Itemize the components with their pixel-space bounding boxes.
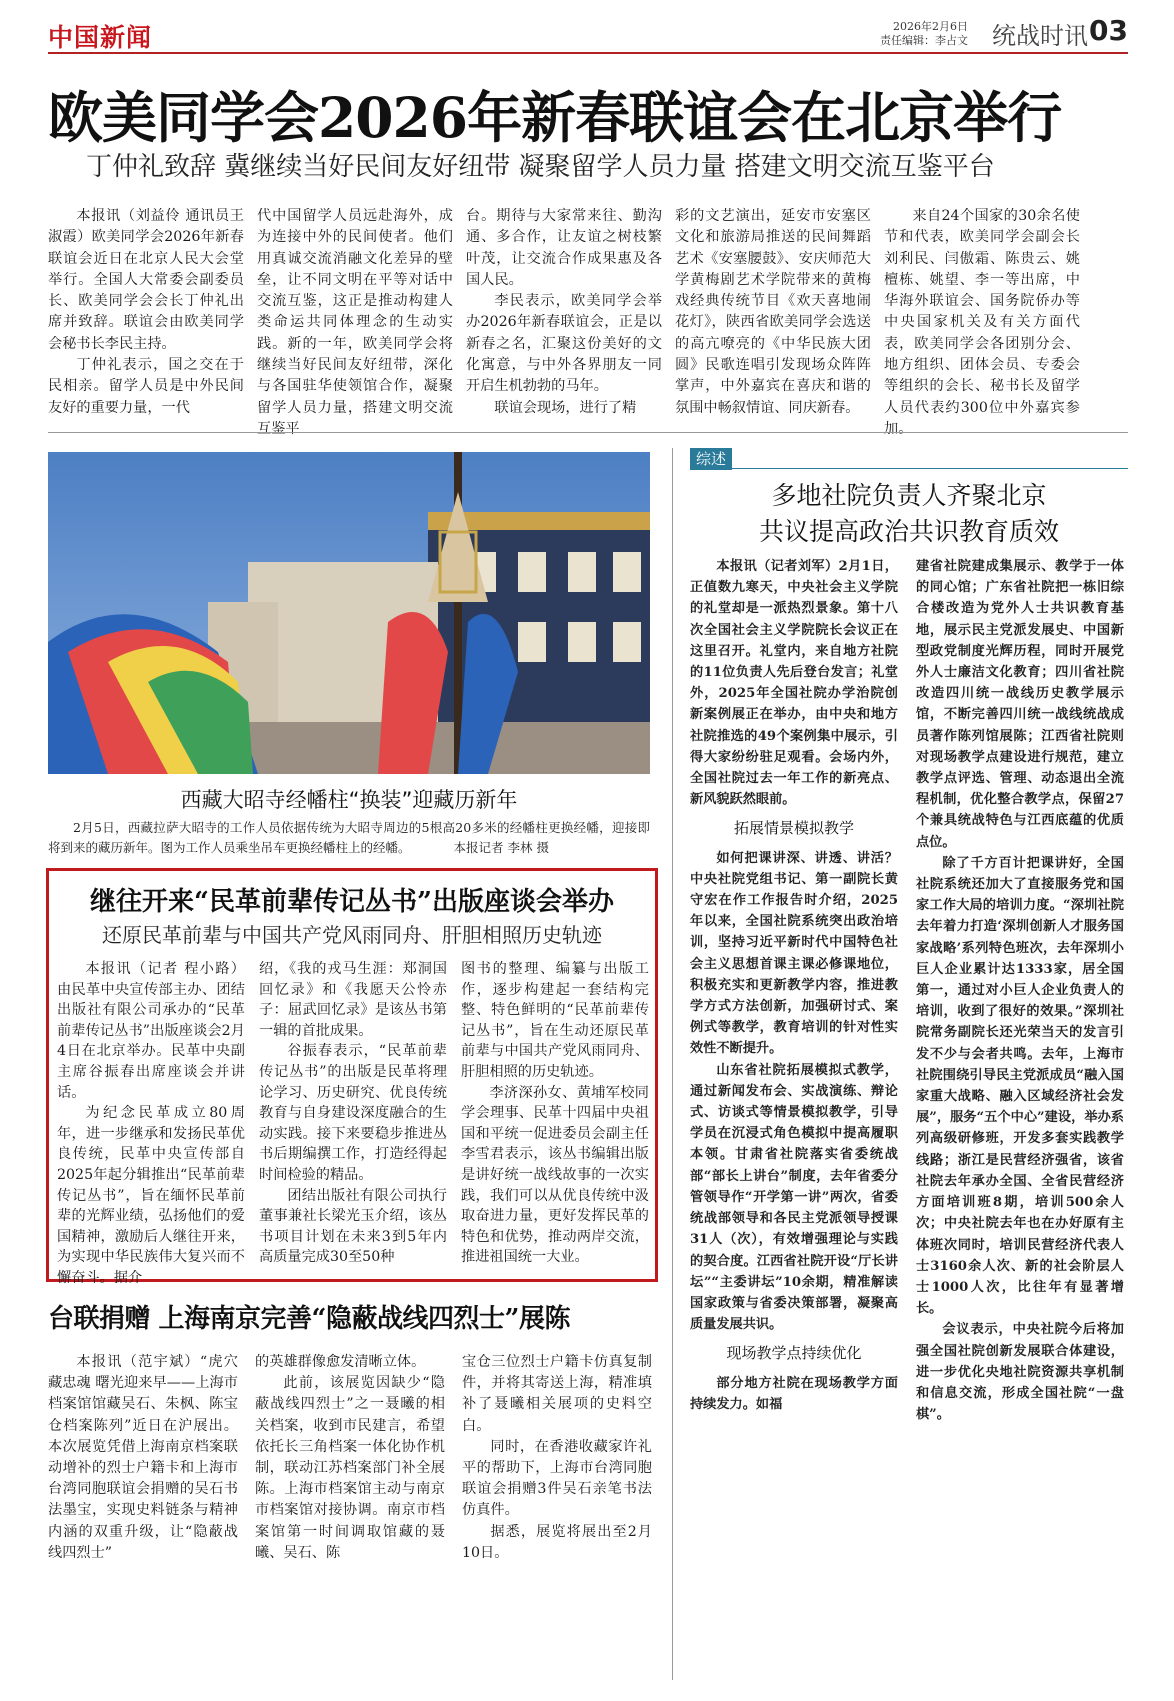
- lead-headline: 欧美同学会2026年新春联谊会在北京举行: [48, 85, 1062, 150]
- review-headline-line-2: 共议提高政治共识教育质效: [758, 517, 1059, 546]
- taiwan-headline: 台联捐赠 上海南京完善“隐蔽战线四烈士”展陈: [48, 1304, 570, 1334]
- news-photo: [48, 452, 650, 774]
- lead-column-2: [257, 206, 453, 437]
- paragraph: 团结出版社有限公司执行董事兼社长梁光玉介绍，该丛书项目计划在未来3到5年内高质量完成30至50种: [259, 1187, 447, 1266]
- paragraph: 台。期待与大家常来往、勤沟通、多合作，让友谊之树枝繁叶茂，让交流合作成果惠及各国人民。: [466, 208, 662, 288]
- paragraph: 如何把课讲深、讲透、讲活？中央社院党组书记、第一副院长黄守宏在作工作报告时介绍，2025年以来，全国社院系统突出政治培训，坚持习近平新时代中国特色社会主义思想首课主课必修课地位，积极充实和更新教学内容，推进教学方式方法创新，加强研讨式、案例式等教学，教育培训的针对性实效性不断提升。: [690, 850, 898, 1057]
- boxed-column-3: [461, 959, 649, 1269]
- paragraph: 会议表示，中央社院今后将加强全国社院创新发展联合体建设，进一步优化央地社院资源共享机制和信息交流，形成全国社院“一盘棋”。: [916, 1322, 1124, 1423]
- paragraph: 李民表示，欧美同学会举办2026年新春联谊会，正是以新春之名，汇聚这份美好的文化寓意，与中外各界朋友一同开启生机勃勃的马年。: [466, 293, 662, 395]
- review-tag-rule: [690, 468, 1128, 469]
- paragraph: 彩的文艺演出，延安市安塞区文化和旅游局推送的民间舞蹈艺术《安塞腰鼓》、安庆师范大学黄梅剧艺术学院带来的黄梅戏经典传统节目《欢天喜地闹花灯》，陕西省欧美同学会选送的高亢嘹亮的《中华民族大团圆》民歌连唱引发现场众阵阵掌声，中外嘉宾在喜庆和谐的氛围中畅叙情谊、同庆新春。: [675, 208, 871, 416]
- issue-date: 2026年2月6日: [893, 20, 968, 33]
- lead-column-5: [884, 206, 1080, 437]
- boxed-body: [57, 959, 649, 1286]
- section-name: 统战时讯: [992, 22, 1088, 50]
- review-body: [690, 556, 1128, 1678]
- lead-body: [48, 206, 1128, 437]
- prayer-flag-pole-photo: [48, 452, 650, 774]
- taiwan-column-1: [48, 1352, 238, 1678]
- paragraph: 宝仓三位烈士户籍卡仿真复制件，并将其寄送上海，精准填补了聂曦相关展项的史料空白。: [462, 1354, 652, 1434]
- paragraph: 谷振春表示，“民革前辈传记丛书”的出版是民革将理论学习、历史研究、优良传统教育与自身建设深度融合的生动实践。接下来要稳步推进丛书后期编撰工作，打造经得起时间检验的精品。: [259, 1043, 447, 1183]
- boxed-subheadline: 还原民革前辈与中国共产党风雨同舟、肝胆相照历史轨迹: [102, 923, 602, 947]
- taiwan-body: [48, 1352, 652, 1678]
- column-divider: [672, 448, 673, 1680]
- photo-caption-text: 2月5日，西藏拉萨大昭寺的工作人员依据传统为大昭寺周边的5根高20多米的经幡柱更换经幡，迎接即将到来的藏历新年。图为工作人员乘坐吊车更换经幡柱上的经幡。: [48, 820, 650, 855]
- review-subhead-2: 现场教学点持续优化: [726, 1344, 862, 1363]
- review-tag: 综述: [690, 448, 732, 470]
- paragraph: 本报讯（范宇斌）“虎穴藏忠魂 曙光迎来早——上海市档案馆馆藏吴石、朱枫、陈宝仓档案陈列”近日在沪展出。本次展览凭借上海南京档案联动增补的烈士户籍卡和上海市台湾同胞联谊会捐赠的吴石书法墨宝，实现史料链条与精神内涵的双重升级，让“隐蔽战线四烈士”: [48, 1354, 238, 1561]
- lead-column-1: [48, 206, 244, 420]
- paragraph: 本报讯（记者刘军）2月1日，正值数九寒天，中央社会主义学院的礼堂却是一派热烈景象。第十八次全国社会主义学院院长会议正在这里召开。礼堂内，来自地方社院的11位负责人先后登台发言；礼堂外，2025年全国社院办学治院创新案例展正在举办，由中央和地方社院推选的49个案例集中展示，引得大家纷纷驻足观看。会场内外，全国社院过去一年工作的新亮点、新风貌跃然眼前。: [690, 559, 898, 808]
- editor-credit: 责任编辑：李占文: [880, 34, 968, 47]
- photo-caption-title: 西藏大昭寺经幡柱“换装”迎藏历新年: [180, 788, 518, 812]
- review-headline-line-1: 多地社院负责人齐聚北京: [771, 481, 1047, 510]
- paragraph: 本报讯（刘益伶 通讯员王淑霞）欧美同学会2026年新春联谊会近日在北京人民大会堂举行。全国人大常委会副委员长、欧美同学会会长丁仲礼出席并致辞。联谊会由欧美同学会秘书长李民主持。: [48, 208, 244, 352]
- paragraph: 此前，该展览因缺少“隐蔽战线四烈士”之一聂曦的相关档案，收到市民建言，希望依托长三角档案一体化协作机制，联动江苏档案部门补全展陈。上海市档案馆主动与南京市档案馆对接协调。南京市档案馆第一时间调取馆藏的聂曦、吴石、陈: [255, 1375, 445, 1561]
- lead-subheadline: 丁仲礼致辞 冀继续当好民间友好纽带 凝聚留学人员力量 搭建文明交流互鉴平台: [86, 152, 995, 182]
- issue-info: [880, 20, 968, 48]
- paragraph: 同时，在香港收藏家许礼平的帮助下，上海市台湾同胞联谊会捐赠3件吴石亲笔书法仿真件。: [462, 1438, 652, 1519]
- taiwan-column-3: [462, 1352, 652, 1678]
- lead-column-3: [466, 206, 662, 420]
- boxed-article: [46, 868, 658, 1286]
- paragraph: 的英雄群像愈发清晰立体。: [255, 1354, 426, 1370]
- boxed-column-1: [57, 959, 245, 1286]
- photo-caption: [48, 818, 650, 858]
- paragraph: 丁仲礼表示，国之交在于民相亲。留学人员是中外民间友好的重要力量，一代: [48, 357, 244, 416]
- paragraph: 图书的整理、编纂与出版工作，逐步构建起一套结构完整、特色鲜明的“民革前辈传记丛书”，旨在生动还原民革前辈与中国共产党风雨同舟、肝胆相照的历史轨迹。: [461, 961, 649, 1080]
- boxed-headline: 继往开来“民革前辈传记丛书”出版座谈会举办: [90, 887, 614, 917]
- paragraph: 除了千方百计把课讲好，全国社院系统还加大了直接服务党和国家工作大局的培训力度。“深圳社院去年着力打造‘深圳创新人才服务国家战略’系列特色班次，去年深圳小巨人企业累计达1333家，居全国第一，通过对小巨人企业负责人的培训，收到了很好的效果。”深圳社院常务副院长还光荣当天的发言引发不少与会者共鸣。去年，上海市社院围绕引导民主党派成员“融入国家重大战略、融入区域经济社会发展”，服务“五个中心”建设，举办系列高级研修班，开发多套实践教学线路；浙江是民营经济强省，该省社院去年承办全国、全省民营经济方面培训班8期，培训500余人次；中央社院去年也在办好原有主体班次同时，培训民营经济代表人士3160余人次、新的社会阶层人士1000人次，比往年有显著增长。: [916, 855, 1124, 1317]
- review-headline: [690, 478, 1128, 550]
- newspaper-logo: 中国新闻: [48, 23, 153, 52]
- paragraph: 绍，《我的戎马生涯：郑洞国回忆录》和《我愿天公怜赤子：屈武回忆录》是该丛书第一辑的首批成果。: [259, 961, 447, 1039]
- taiwan-column-2: [255, 1352, 445, 1678]
- paragraph: 代中国留学人员远赴海外，成为连接中外的民间使者。他们用真诚交流消融文化差异的壁垒，让不同文明在平等对话中交流互鉴，这正是推动构建人类命运共同体理念的生动实践。新的一年，欧美同学会将继续当好民间友好纽带，深化与各国驻华使领馆合作，凝聚留学人员力量，搭建文明交流互鉴平: [257, 208, 453, 437]
- boxed-column-2: [259, 959, 447, 1269]
- review-subhead-1: 拓展情景模拟教学: [733, 819, 854, 838]
- review-column-2: [916, 556, 1124, 1678]
- paragraph: 据悉，展览将展出至2月10日。: [462, 1523, 652, 1561]
- paragraph: 山东省社院拓展模拟式教学，通过新闻发布会、实战演练、辩论式、访谈式等情景模拟教学，引导学员在沉浸式角色模拟中提高履职本领。甘肃省社院落实省委统战部“部长上讲台”制度，去年省委分管领导作“开学第一讲”两次，省委统战部领导和各民主党派领导授课31人（次），有效增强理论与实践的契合度。江西省社院开设“厅长讲坛”“主委讲坛”10余期，精准解读国家政策与省委决策部署，凝聚高质量发展共识。: [690, 1062, 898, 1333]
- paragraph: 来自24个国家的30余名使节和代表，欧美同学会副会长刘利民、闫傲霜、陈贵云、姚檀栋、姚望、李一等出席，中华海外联谊会、国务院侨办等中央国家机关及有关方面代表，欧美同学会各团别分会、地方组织、团体会员、专委会等组织的会长、秘书长及留学人员代表约300位中外嘉宾参加。: [884, 208, 1080, 437]
- page-number: 03: [1089, 14, 1128, 47]
- photo-credit: 本报记者 李林 摄: [453, 840, 549, 855]
- paragraph: 李济深孙女、黄埔军校同学会理事、民革十四届中央祖国和平统一促进委员会副主任李雪君表示，该丛书编辑出版是讲好统一战线故事的一次实践，我们可以从优良传统中汲取奋进力量，更好发挥民革的特色和优势，推动两岸交流，推进祖国统一大业。: [461, 1084, 649, 1266]
- masthead: [48, 14, 1128, 54]
- paragraph: 本报讯（记者 程小路）由民革中央宣传部主办、团结出版社有限公司承办的“民革前辈传记丛书”出版座谈会2月4日在北京举办。民革中央副主席谷振春出席座谈会并讲话。: [57, 961, 245, 1101]
- review-column-1: [690, 556, 898, 1678]
- lead-column-4: [675, 206, 871, 420]
- paragraph: 联谊会现场，进行了精: [494, 399, 637, 416]
- section-divider: [48, 432, 1128, 433]
- paragraph: 部分地方社院在现场教学方面持续发力。如福: [690, 1375, 898, 1412]
- paragraph: 为纪念民革成立80周年，进一步继承和发扬民革优良传统，民革中央宣传部自2025年起分辑推出“民革前辈传记丛书”，旨在缅怀民革前辈的光辉业绩，弘扬他们的爱国精神，激励后人继往开来，为实现中华民族伟大复兴而不懈奋斗。据介: [57, 1105, 245, 1286]
- paragraph: 建省社院建成集展示、教学于一体的同心馆；广东省社院把一栋旧综合楼改造为党外人士共识教育基地，展示民主党派发展史、中国新型政党制度光辉历程，同时开展党外人士廉洁文化教育；四川省社院改造四川统一战线历史教学展示馆，不断完善四川统一战线统战成员著作陈列馆展陈；江西省社院则对现场教学点建设进行规范，建立教学点评选、管理、动态退出全流程机制，优化整合教学点，保留27个兼具统战特色与江西底蕴的优质点位。: [916, 559, 1124, 850]
